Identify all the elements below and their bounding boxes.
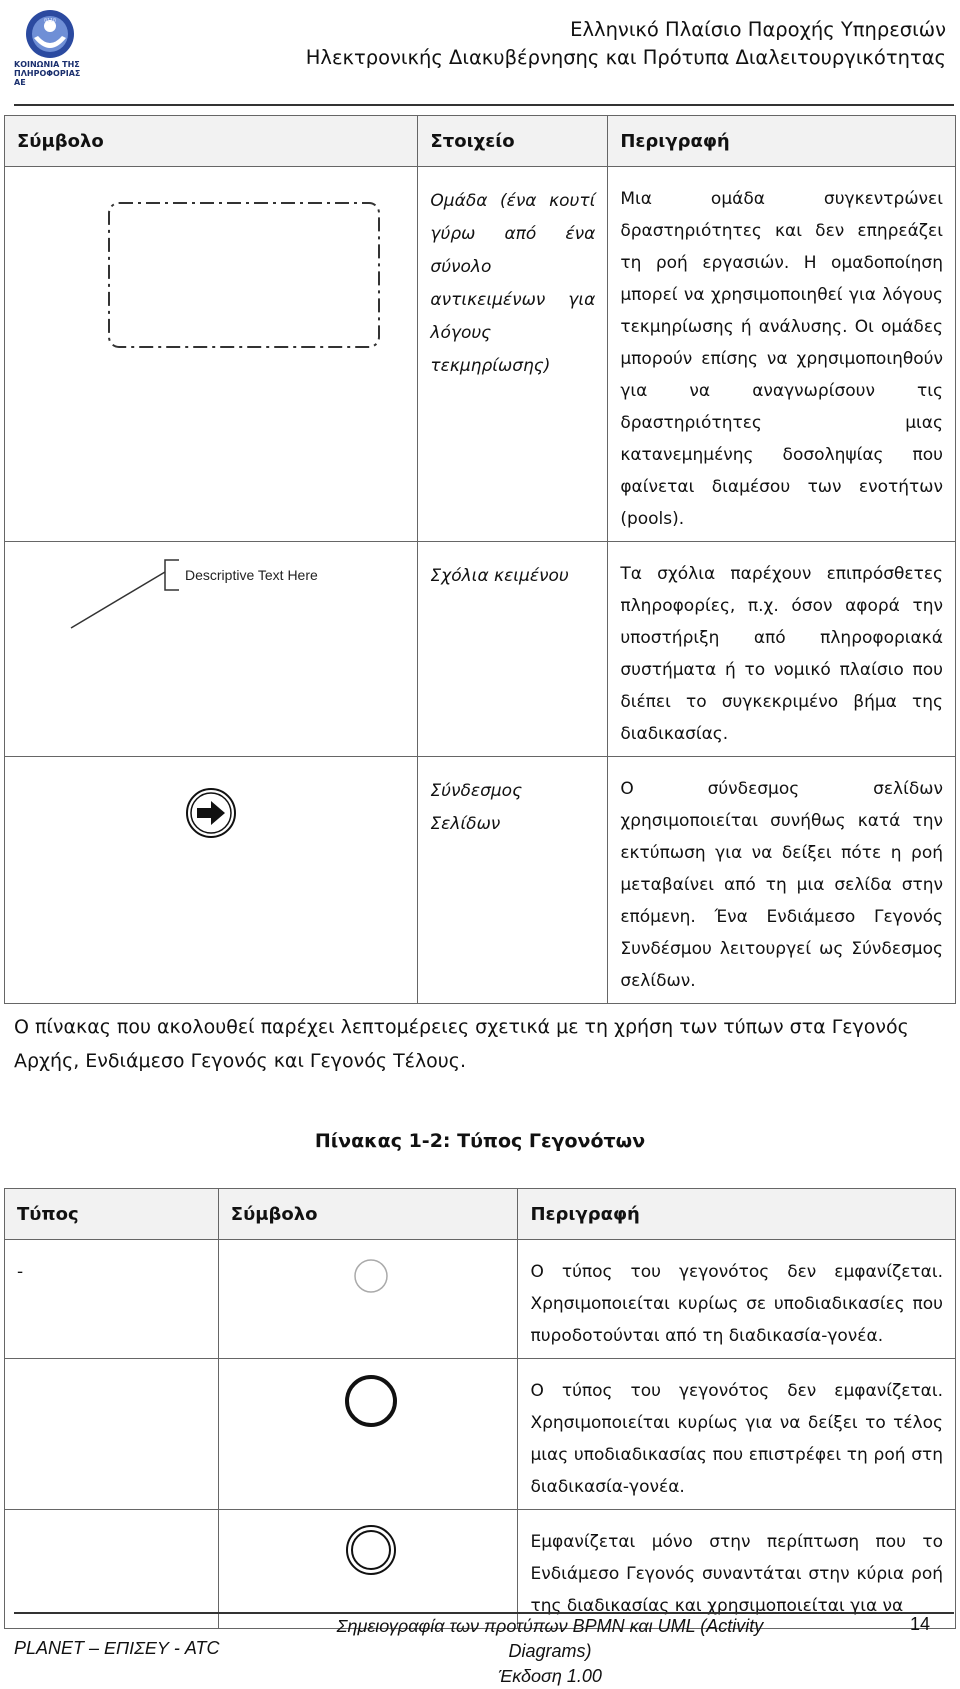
table-row — [5, 542, 956, 757]
event-description: Ο τύπος του γεγονότος δεν εμφανίζεται. Χρησιμοποιείται κυρίως για να δείξει το τέλος μιας υποδιαδικασίας που επιστρέφει τη ροή στη διαδικασία-γονέα. — [518, 1359, 956, 1510]
annotation-element-name: Σχόλια κειμένου — [418, 542, 608, 757]
column-header-symbol: Σύμβολο — [218, 1189, 518, 1240]
table-row — [5, 1510, 956, 1629]
column-header-description: Περιγραφή — [518, 1189, 956, 1240]
group-symbol-cell — [5, 167, 418, 542]
footer-title-line2: Diagrams) — [508, 1641, 592, 1661]
group-description: Μια ομάδα συγκεντρώνει δραστηριότητες και δεν επηρεάζει τη ροή εργασιών. Η ομαδοποίηση μπορεί να χρησιμοποιηθεί για λόγους τεκμηρίωσης ή ανάλυσης. Οι ομάδες μπορούν επίσης να χρησιμοποιηθούν για να αναγνωρίσουν τις δραστηριότητες μιας κατανεμημένης δοσοληψίας που φαίνεται διαμέσου των ενοτήτων (pools). — [608, 167, 956, 542]
column-header-symbol: Σύμβολο — [5, 116, 418, 167]
event-type — [5, 1359, 219, 1510]
footer-title-line1: Σημειογραφία των προτύπων BPMN και UML (Activity — [336, 1616, 764, 1636]
event-type: - — [5, 1240, 219, 1359]
annotation-sample-text: Descriptive Text Here — [185, 567, 318, 583]
text-annotation-icon — [61, 550, 461, 650]
event-types-table — [4, 1188, 956, 1629]
body-paragraph: Ο πίνακας που ακολουθεί παρέχει λεπτομέρειες σχετικά με τη χρήση των τύπων στα Γεγονός Αρχής, Ενδιάμεσο Γεγονός και Γεγονός Τέλους. — [14, 1016, 909, 1072]
end-event-circle-icon — [341, 1371, 401, 1431]
page-link-description: Ο σύνδεσμος σελίδων χρησιμοποιείται συνήθως κατά την εκτύπωση για να δείξει πότε η ροή μεταβαίνει από τη μια σελίδα στην επόμενη. Ένα Ενδιάμεσο Γεγονός Συνδέσμου λειτουργεί ως Σύνδεσμος σελίδων. — [608, 757, 956, 1004]
link-arrow-icon — [181, 783, 241, 843]
footer-document-title — [300, 1614, 800, 1689]
table-header-row — [5, 116, 956, 167]
page-number: 14 — [909, 1614, 930, 1634]
table-caption: Πίνακας 1-2: Τύπος Γεγονότων — [314, 1130, 646, 1152]
svg-text:0110: 0110 — [44, 18, 57, 24]
start-event-circle-icon — [351, 1256, 391, 1296]
table-header-row — [5, 1189, 956, 1240]
event-description: Εμφανίζεται μόνο στην περίπτωση που το Ενδιάμεσο Γεγονός συναντάται στην κύρια ροή της διαδικασίας και χρησιμοποιείται για να — [518, 1510, 956, 1629]
event-description: Ο τύπος του γεγονότος δεν εμφανίζεται. Χρησιμοποιείται κυρίως σε υποδιαδικασίες που πυροδοτούνται από τη διαδικασία-γονέα. — [518, 1240, 956, 1359]
header-title-line1: Ελληνικό Πλαίσιο Παροχής Υπηρεσιών — [570, 18, 946, 41]
event-symbol-cell — [218, 1359, 518, 1510]
event-type — [5, 1510, 219, 1629]
column-header-element: Στοιχείο — [418, 116, 608, 167]
group-box-icon — [95, 195, 395, 355]
event-symbol-cell — [218, 1240, 518, 1359]
table-row — [5, 167, 956, 542]
column-header-description: Περιγραφή — [608, 116, 956, 167]
group-element-name: Ομάδα (ένα κουτί γύρω από ένα σύνολο αντικειμένων για λόγους τεκμηρίωσης) — [418, 167, 608, 542]
footer-organization: PLANET – ΕΠΙΣΕΥ - ATC — [14, 1638, 220, 1658]
header-divider — [14, 104, 954, 106]
column-header-type: Τύπος — [5, 1189, 219, 1240]
annotation-description: Τα σχόλια παρέχουν επιπρόσθετες πληροφορίες, π.χ. όσον αφορά την υποστήριξη από πληροφοριακά συστήματα ή το νομικό πλαίσιο που διέπει το συγκεκριμένο βήμα της διαδικασίας. — [608, 542, 956, 757]
header-title-line2: Ηλεκτρονικής Διακυβέρνησης και Πρότυπα Διαλειτουργικότητας — [305, 46, 946, 69]
page-link-element-name: Σύνδεσμος Σελίδων — [418, 757, 608, 1004]
page-link-symbol-cell — [5, 757, 418, 1004]
table-row — [5, 1359, 956, 1510]
document-header — [306, 16, 946, 72]
event-symbol-cell — [218, 1510, 518, 1629]
logo-caption: ΚΟΙΝΩΝΙΑ ΤΗΣ ΠΛΗΡΟΦΟΡΙΑΣ ΑΕ — [14, 60, 81, 87]
table-row — [5, 1240, 956, 1359]
table-row — [5, 757, 956, 1004]
intermediate-event-circle-icon — [341, 1520, 401, 1580]
symbols-table — [4, 115, 956, 1004]
annotation-symbol-cell — [5, 542, 418, 757]
footer-version: Έκδοση 1.00 — [498, 1666, 602, 1686]
